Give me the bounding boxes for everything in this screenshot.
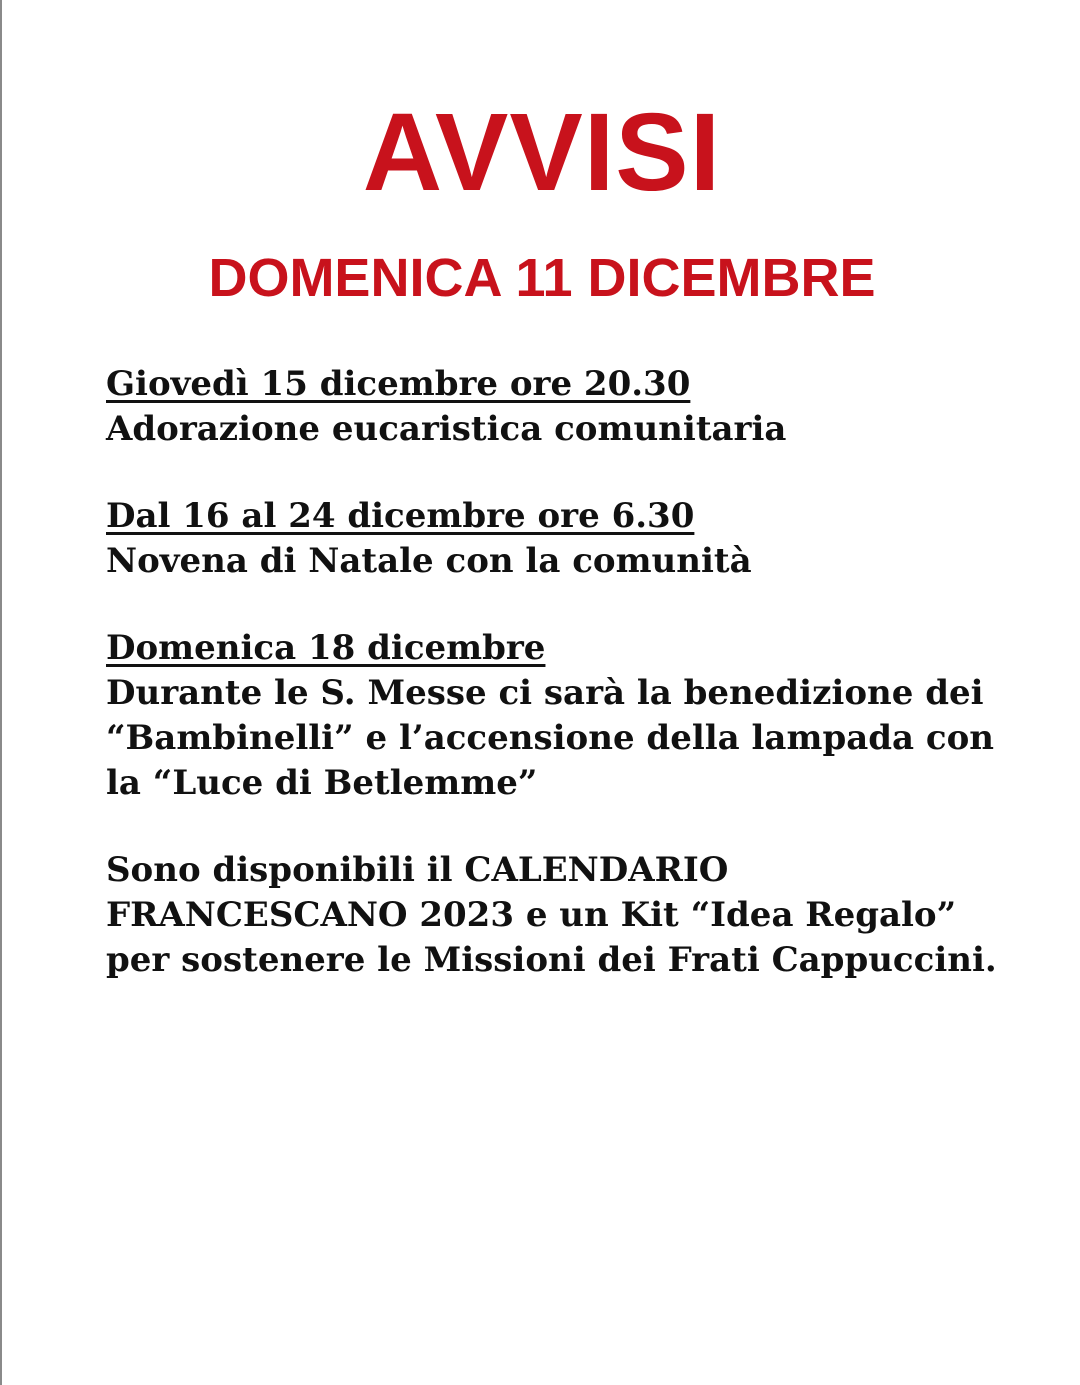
page-subtitle: DOMENICA 11 DICEMBRE [208,248,876,308]
notice-text: la “Luce di Betlemme” [106,763,538,803]
notice-heading: Giovedì 15 dicembre ore 20.30 [106,364,691,404]
notice-item [106,848,1026,983]
notice-text: Novena di Natale con la comunità [106,541,752,581]
notice-heading: Dal 16 al 24 dicembre ore 6.30 [106,496,695,536]
notice-heading: Domenica 18 dicembre [106,628,546,668]
notice-text: per sostenere le Missioni dei Frati Cappuccini. [106,940,997,980]
notice-text: Durante le S. Messe ci sarà la benedizione dei [106,673,984,713]
notice-item [106,494,1026,584]
notice-item [106,362,1026,452]
notice-text: “Bambinelli” e l’accensione della lampada con [106,718,994,758]
page-title: AVVISI [362,91,722,214]
notices-list [106,362,1026,1025]
notice-text: Adorazione eucaristica comunitaria [106,409,787,449]
notice-text: Sono disponibili il CALENDARIO [106,850,729,890]
notice-text: FRANCESCANO 2023 e un Kit “Idea Regalo” [106,895,957,935]
notice-item [106,626,1026,806]
